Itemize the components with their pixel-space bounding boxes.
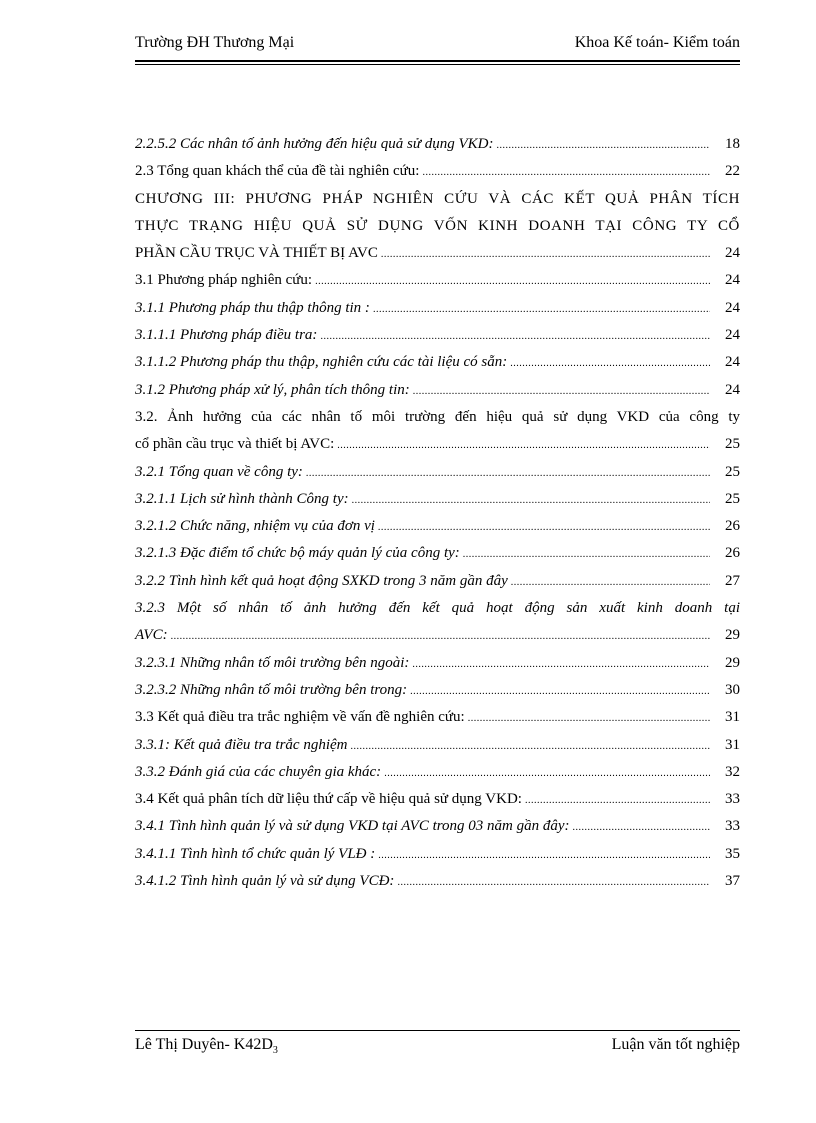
toc-page-number: 27 [725,572,740,589]
faculty-name: Khoa Kế toán- Kiểm toán [574,34,740,51]
toc-leader [384,760,710,787]
toc-page-number: 37 [725,873,740,890]
toc-page-number: 31 [725,736,740,753]
toc-leader [315,268,710,295]
toc-entry-title: 3.1.1.1 Phương pháp điều tra: [135,327,318,344]
toc-entry-3-2-3[interactable] [135,595,740,650]
toc-entry-3-2-1-2[interactable] [135,513,740,540]
toc-page-number: 18 [725,136,740,152]
toc-entry-3-2-1[interactable] [135,459,740,486]
author-name [135,1036,278,1056]
toc-page-number: 33 [725,818,740,835]
table-of-contents [135,131,740,895]
toc-chapter-line: THỰC TRẠNG HIỆU QUẢ SỬ DỤNG VỐN KINH DOANH TẠI CÔNG TY CỔ [135,217,740,234]
toc-entry-3-3-2[interactable] [135,759,740,786]
toc-leader [320,323,710,350]
toc-chapter-last-line [135,240,740,267]
toc-page-number: 25 [725,436,740,453]
toc-entry-3-4-1[interactable] [135,813,740,840]
toc-page-number: 31 [725,709,740,726]
toc-page-number: 33 [725,791,740,808]
toc-entry-title: 2.2.5.2 Các nhân tố ảnh hưởng đến hiệu quả sử dụng VKD: [135,136,494,152]
toc-page-number: 24 [725,272,740,289]
toc-entry-title: 3.4.1 Tình hình quản lý và sử dụng VKD tại AVC trong 03 năm gần đây: [135,818,570,835]
toc-leader [511,569,710,596]
toc-page-number: 29 [725,654,740,671]
toc-leader [378,514,710,541]
toc-leader [337,432,710,459]
toc-entry-title: 3.3.2 Đánh giá của các chuyên gia khác: [135,763,382,780]
toc-entry-title: PHẦN CẦU TRỤC VÀ THIẾT BỊ AVC [135,245,378,262]
toc-entry-3-2-3-2[interactable] [135,677,740,704]
toc-leader [525,787,710,814]
toc-entry-3-2-2[interactable] [135,568,740,595]
toc-entry-title: 3.4.1.2 Tình hình quản lý và sử dụng VCĐ: [135,873,395,890]
toc-leader [397,869,710,896]
toc-entry-3-3[interactable] [135,704,740,731]
toc-entry-3-2-1-1[interactable] [135,486,740,513]
page-header [135,34,740,60]
toc-leader [422,159,710,186]
toc-leader [510,350,710,377]
toc-entry-title: 3.1.1 Phương pháp thu thập thông tin : [135,299,370,316]
toc-entry-3-2[interactable] [135,404,740,459]
toc-entry-2-2-5-2[interactable] [135,131,740,158]
toc-leader [410,678,710,705]
toc-entry-title: 3.2.2 Tình hình kết quả hoạt động SXKD trong 3 năm gần đây [135,572,508,589]
toc-page-number: 26 [725,518,740,535]
toc-entry-3-3-1[interactable] [135,732,740,759]
toc-entry-3-1-1-1[interactable] [135,322,740,349]
toc-entry-3-4[interactable] [135,786,740,813]
toc-page-number: 24 [725,299,740,316]
toc-leader [463,541,710,568]
toc-entry-title: 3.2.1.2 Chức năng, nhiệm vụ của đơn vị [135,518,375,535]
toc-page-number: 26 [725,545,740,562]
toc-entry-title: 3.3 Kết quả điều tra trắc nghiệm về vấn đề nghiên cứu: [135,709,465,726]
toc-leader [573,814,710,841]
toc-page-number: 22 [725,163,740,180]
toc-page-number: 29 [725,627,740,644]
header-rule-thick [135,60,740,62]
toc-entry-3-2-3-1[interactable] [135,650,740,677]
toc-entry-title: 3.4 Kết quả phân tích dữ liệu thứ cấp về hiệu quả sử dụng VKD: [135,791,522,808]
toc-entry-title: 3.1 Phương pháp nghiên cứu: [135,272,313,289]
toc-page-number: 25 [725,490,740,507]
toc-leader [373,296,710,323]
toc-page-number: 30 [725,681,740,698]
toc-entry-title: 3.2.1.1 Lịch sử hình thành Công ty: [135,490,349,507]
toc-page-number: 24 [725,381,740,398]
toc-section-line: 3.2.3 Một số nhân tố ảnh hưởng đến kết quả hoạt động sản xuất kinh doanh tại [135,600,740,617]
toc-leader [413,378,710,405]
toc-entry-chapter-3[interactable] [135,186,740,268]
toc-section-last-line [135,622,740,649]
toc-page-number: 25 [725,463,740,480]
toc-chapter-line: CHƯƠNG III: PHƯƠNG PHÁP NGHIÊN CỨU VÀ CÁC KẾT QUẢ PHÂN TÍCH [135,190,740,207]
author-class-subscript: 3 [272,1045,278,1057]
toc-entry-3-4-1-2[interactable] [135,868,740,895]
toc-entry-title: 3.2.3.2 Những nhân tố môi trường bên trong: [135,681,408,698]
toc-entry-title: cổ phần cầu trục và thiết bị AVC: [135,436,335,453]
toc-section-last-line [135,431,740,458]
toc-leader [306,460,710,487]
toc-leader [350,733,710,760]
toc-entry-title: 3.1.2 Phương pháp xử lý, phân tích thông tin: [135,381,410,398]
toc-leader [468,705,710,732]
toc-entry-3-2-1-3[interactable] [135,540,740,567]
toc-entry-title: 3.4.1.1 Tình hình tổ chức quản lý VLĐ : [135,845,376,862]
toc-leader [381,241,710,268]
toc-entry-title: 3.2.1 Tổng quan về công ty: [135,463,303,480]
toc-leader [412,651,710,678]
school-name: Trường ĐH Thương Mại [135,34,295,51]
toc-entry-3-1-1-2[interactable] [135,349,740,376]
toc-entry-title: 3.1.1.2 Phương pháp thu thập, nghiên cứu các tài liệu có sẵn: [135,354,508,371]
toc-leader [497,132,710,159]
toc-entry-3-1-2[interactable] [135,377,740,404]
toc-entry-title: 3.3.1: Kết quả điều tra trắc nghiệm [135,736,348,753]
toc-page-number: 24 [725,354,740,371]
toc-section-line: 3.2. Ảnh hưởng của các nhân tố môi trường đến hiệu quả sử dụng VKD của công ty [135,408,740,425]
toc-leader [378,842,710,869]
toc-entry-3-4-1-1[interactable] [135,841,740,868]
toc-page-number: 24 [725,245,740,262]
toc-entry-3-1[interactable] [135,267,740,294]
toc-page-number: 32 [725,763,740,780]
toc-leader [352,487,710,514]
author-name-text: Lê Thị Duyên- K42D [135,1036,273,1053]
thesis-label: Luận văn tốt nghiệp [611,1036,740,1053]
toc-page-number: 35 [725,845,740,862]
footer-rule [135,1030,740,1031]
toc-entry-title: AVC: [135,627,168,644]
header-rule-thin [135,64,740,65]
toc-entry-2-3[interactable] [135,158,740,185]
toc-page-number: 24 [725,327,740,344]
toc-leader [171,623,710,650]
toc-entry-title: 3.2.1.3 Đặc điểm tổ chức bộ máy quản lý của công ty: [135,545,460,562]
toc-entry-title: 2.3 Tổng quan khách thể của đề tài nghiên cứu: [135,163,420,180]
toc-entry-3-1-1[interactable] [135,295,740,322]
toc-entry-title: 3.2.3.1 Những nhân tố môi trường bên ngoài: [135,654,410,671]
